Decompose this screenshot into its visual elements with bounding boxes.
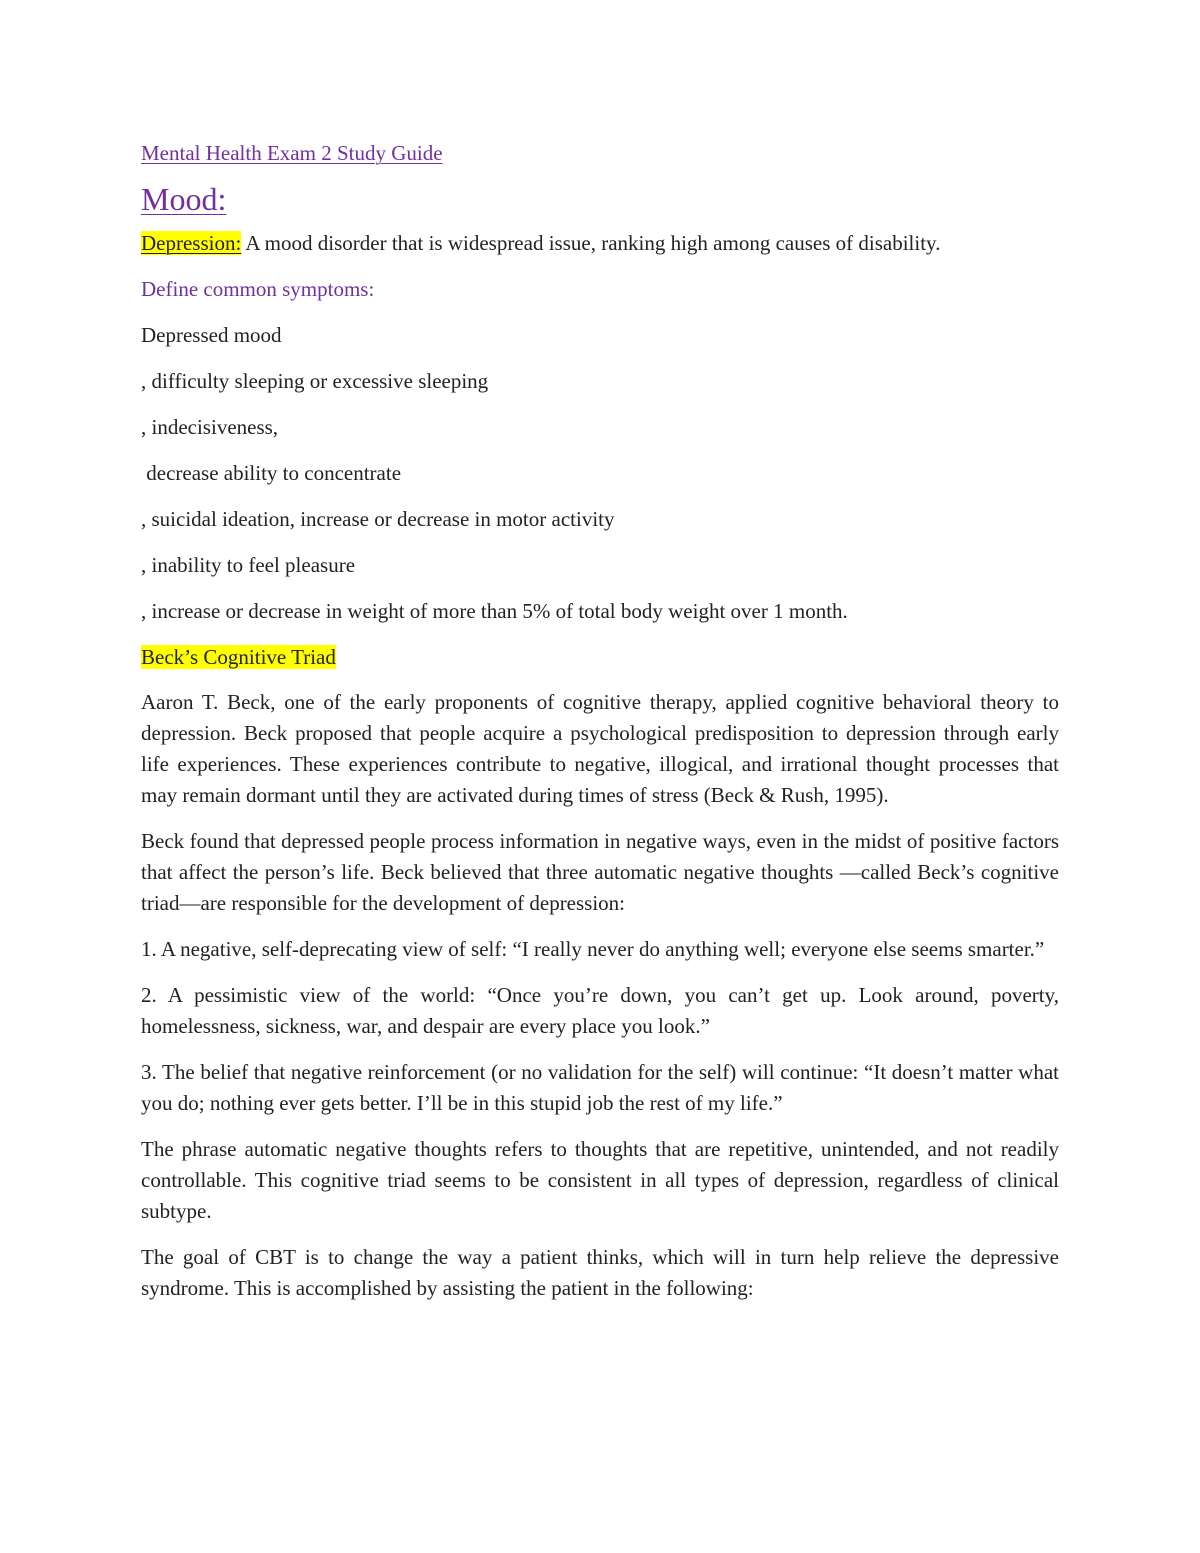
paragraph: 1. A negative, self-deprecating view of self: “I really never do anything well; everyone else seems smarter.” — [141, 937, 1045, 961]
symptom-item: , increase or decrease in weight of more than 5% of total body weight over 1 month. — [141, 599, 848, 623]
depression-definition-text: A mood disorder that is widespread issue, ranking high among causes of disability. — [241, 231, 941, 255]
symptom-item: , difficulty sleeping or excessive sleeping — [141, 369, 489, 393]
symptom-item: , suicidal ideation, increase or decrease in motor activity — [141, 507, 615, 531]
symptoms-heading: Define common symptoms: — [141, 277, 375, 301]
symptom-item: , indecisiveness, — [141, 415, 279, 439]
symptom-list — [141, 320, 1059, 626]
triad-heading-text: Beck’s Cognitive Triad — [141, 645, 336, 669]
section-heading-mood: Mood: — [141, 181, 227, 217]
symptom-item: Depressed mood — [141, 323, 282, 347]
paragraph: The phrase automatic negative thoughts refers to thoughts that are repetitive, unintended, and not readily controllable. This cognitive triad seems to be consistent in all types of depression, regardless of clinical subtype. — [141, 1137, 1059, 1223]
paragraph: The goal of CBT is to change the way a patient thinks, which will in turn help relieve the depressive syndrome. This is accomplished by assisting the patient in the following: — [141, 1245, 1059, 1300]
paragraph: Aaron T. Beck, one of the early proponents of cognitive therapy, applied cognitive behavioral theory to depression. Beck proposed that people acquire a psychological predisposition to depression through early life experiences. These experiences contribute to negative, illogical, and irrational thought processes that may remain dormant until they are activated during times of stress (Beck & Rush, 1995). — [141, 690, 1059, 807]
paragraph: 2. A pessimistic view of the world: “Once you’re down, you can’t get up. Look around, poverty, homelessness, sickness, war, and despair are every place you look.” — [141, 983, 1059, 1038]
body-paragraphs — [141, 687, 1059, 1304]
depression-term: Depression: — [141, 231, 242, 255]
symptom-item: , inability to feel pleasure — [141, 553, 356, 577]
paragraph: Beck found that depressed people process information in negative ways, even in the midst of positive factors that affect the person’s life. Beck believed that three automatic negative thoughts —called Beck’s cognitive triad—are responsible for the development of depression: — [141, 829, 1059, 915]
document-page — [141, 138, 1059, 1304]
symptom-item: decrease ability to concentrate — [141, 461, 402, 485]
depression-definition — [141, 228, 1059, 258]
triad-heading — [141, 642, 1059, 672]
document-title: Mental Health Exam 2 Study Guide — [141, 141, 443, 165]
paragraph: 3. The belief that negative reinforcement (or no validation for the self) will continue: “It doesn’t matter what you do; nothing ever gets better. I’ll be in this stupid job the rest of my life.” — [141, 1060, 1059, 1115]
